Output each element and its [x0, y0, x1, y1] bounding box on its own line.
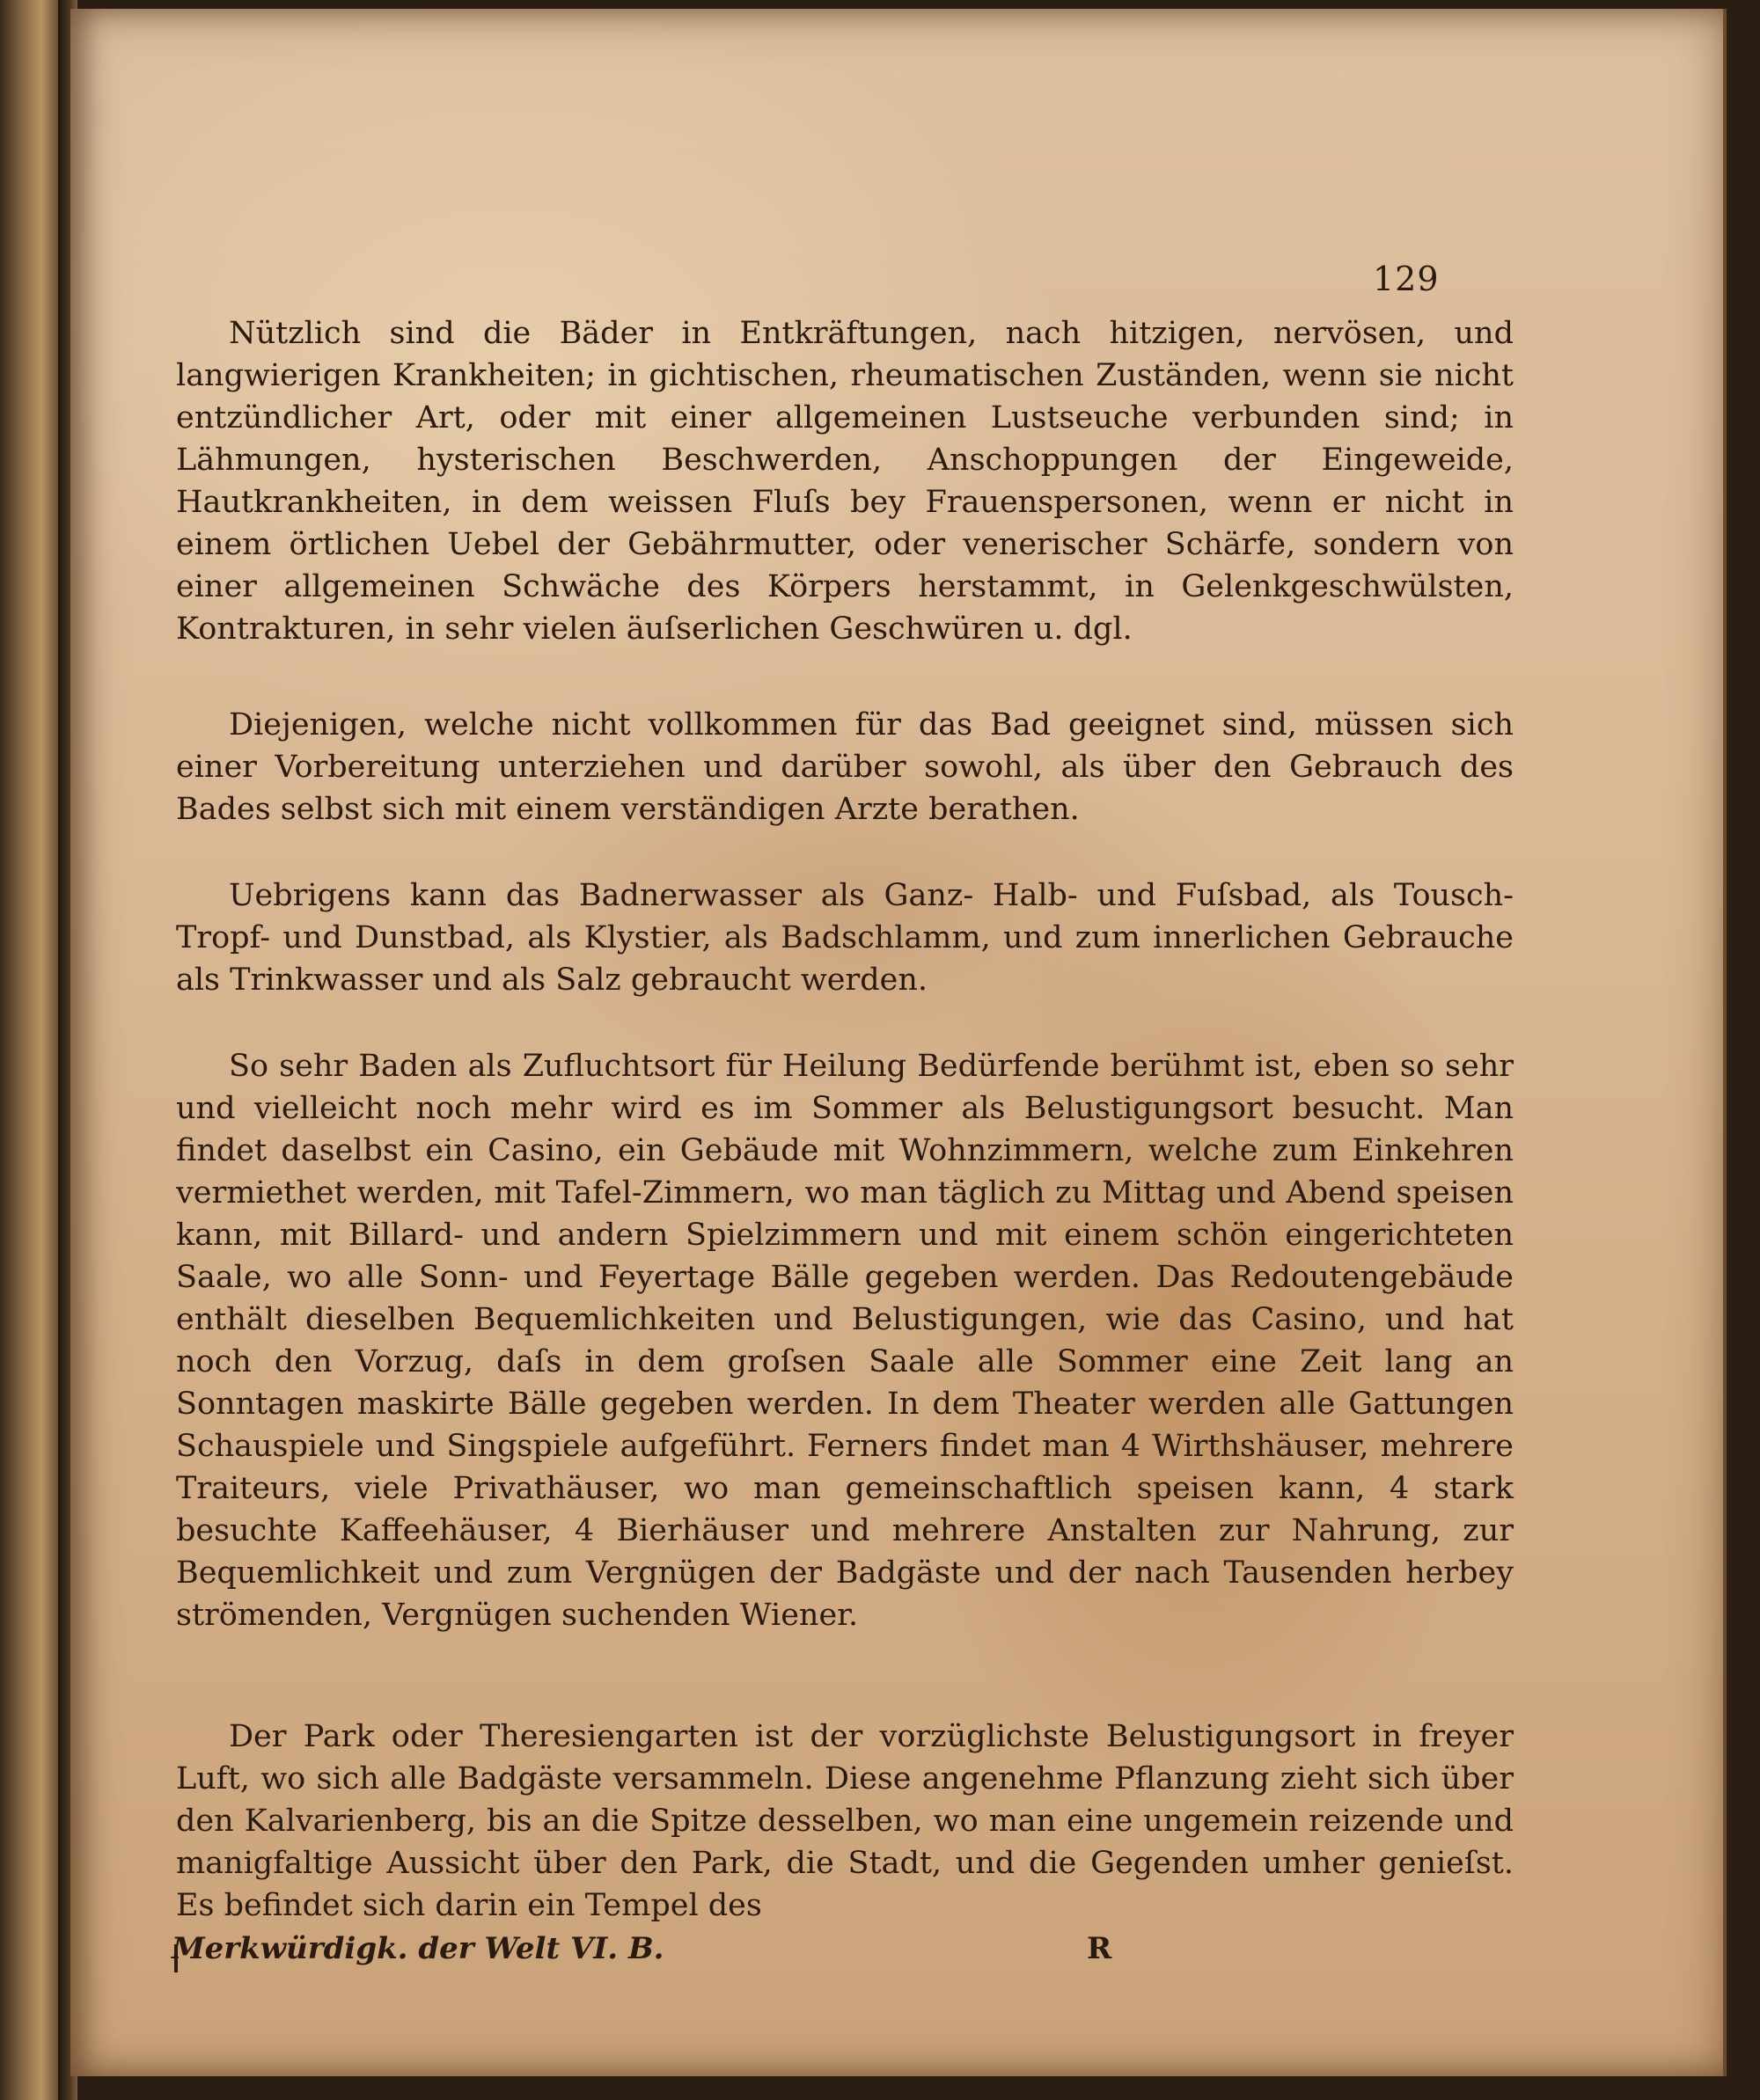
book-page	[70, 9, 1727, 2076]
footer-signature: Merkwürdigk. der Welt VI. B.	[172, 1931, 664, 1966]
footer-signature-letter: R	[1087, 1931, 1112, 1966]
paragraph-text: Der Park oder Theresiengarten ist der vorzüglichste Belustigungsort in freyer Luft, wo sich alle Badgäste versammeln. Diese angenehme Pflanzung zieht sich über den Kalvarienberg, bis an die Spitze desselben, wo man eine ungemein reizende und manigfaltige Aussicht über den Park, die Stadt, und die Gegenden umher genieſst. Es befindet sich darin ein Tempel des	[176, 1719, 1514, 1923]
paragraph-indications	[176, 312, 1514, 650]
page-number: 129	[1373, 260, 1440, 298]
paragraph-amusements	[176, 1045, 1514, 1636]
paragraph-text: Diejenigen, welche nicht vollkommen für das Bad geeignet sind, müssen sich einer Vorbereitung unterziehen und darüber sowohl, als über den Gebrauch des Bades selbst sich mit einem verständigen Arzte berathen.	[176, 707, 1514, 827]
paragraph-text: Uebrigens kann das Badnerwasser als Ganz- Halb- und Fuſsbad, als Tousch- Tropf- und Dunstbad, als Klystier, als Badschlamm, und zum innerlichen Gebrauche als Trinkwasser und als Salz gebraucht werden.	[176, 878, 1514, 998]
paragraph-text: So sehr Baden als Zufluchtsort für Heilung Bedürfende berühmt ist, eben so sehr und vielleicht noch mehr wird es im Sommer als Belustigungsort besucht. Man findet daselbst ein Casino, ein Gebäude mit Wohnzimmern, welche zum Einkehren vermiethet werden, mit Tafel-Zimmern, wo man täglich zu Mittag und Abend speisen kann, mit Billard- und andern Spielzimmern und mit einem schön eingerichteten Saale, wo alle Sonn- und Feyertage Bälle gegeben werden. Das Redoutengebäude enthält dieselben Bequemlichkeiten und Belustigungen, wie das Casino, und hat noch den Vorzug, daſs in dem groſsen Saale alle Sommer eine Zeit lang an Sonntagen maskirte Bälle gegeben werden. In dem Theater werden alle Gattungen Schauspiele und Singspiele aufgeführt. Ferners findet man 4 Wirthshäuser, mehrere Traiteurs, viele Privathäuser, wo man gemeinschaftlich speisen kann, 4 stark besuchte Kaffeehäuser, 4 Bierhäuser und mehrere Anstalten zur Nahrung, zur Bequemlichkeit und zum Vergnügen der Badgäste und der nach Tausenden herbey strömenden, Vergnügen suchenden Wiener.	[176, 1049, 1514, 1633]
paragraph-park	[176, 1716, 1514, 1927]
paragraph-preparation	[176, 704, 1514, 830]
paragraph-bath-types	[176, 874, 1514, 1001]
paragraph-text: Nützlich sind die Bäder in Entkräftungen, nach hitzigen, nervösen, und langwierigen Krankheiten; in gichtischen, rheumatischen Zuständen, wenn sie nicht entzündlicher Art, oder mit einer allgemeinen Lustseuche verbunden sind; in Lähmungen, hysterischen Beschwerden, Anschoppungen der Eingeweide, Hautkrankheiten, in dem weissen Fluſs bey Frauenspersonen, wenn er nicht in einem örtlichen Uebel der Gebährmutter, oder venerischer Schärfe, sondern von einer allgemeinen Schwäche des Körpers herstammt, in Gelenkgeschwülsten, Kontrakturen, in sehr vielen äuſserlichen Geschwüren u. dgl.	[176, 316, 1514, 647]
